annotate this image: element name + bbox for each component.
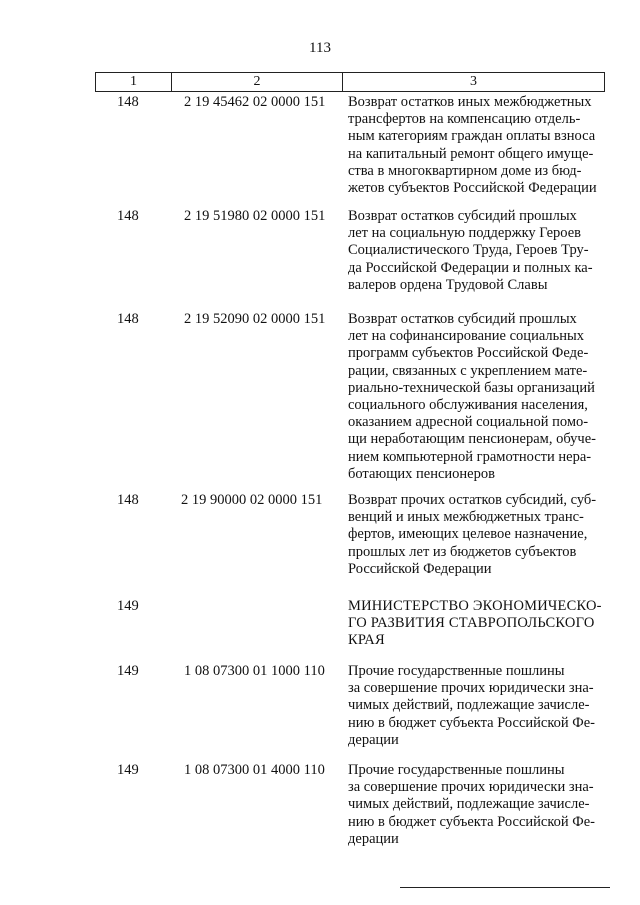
description-line: Российской Федерации	[348, 560, 492, 577]
description-line: ным категориям граждан оплаты взноса	[348, 128, 596, 145]
admin-code: 149	[117, 663, 139, 679]
description-line: дерации	[348, 830, 399, 847]
description-line: Социалистического Труда, Героев Тру-	[348, 242, 589, 259]
description-line: ботающих пенсионеров	[348, 465, 495, 482]
income-description	[348, 311, 613, 483]
description-line: МИНИСТЕРСТВО ЭКОНОМИЧЕСКО-	[348, 598, 602, 614]
description-line: фертов, имеющих целевое назначение,	[348, 526, 588, 543]
description-line: нием компьютерной грамотности нера-	[348, 448, 592, 465]
description-line: риально-технической базы организаций	[348, 379, 595, 396]
income-description	[348, 94, 613, 197]
description-line: дерации	[348, 731, 399, 748]
description-line: ства в многоквартирном доме из бюд-	[348, 162, 582, 179]
description-line: рации, связанных с укреплением мате-	[348, 362, 588, 379]
admin-code: 148	[117, 311, 139, 327]
description-line: Прочие государственные пошлины	[348, 762, 565, 778]
description-line: оказанием адресной социальной помо-	[348, 414, 589, 431]
description-line: Возврат остатков субсидий прошлых	[348, 208, 577, 224]
description-line: лет на софинансирование социальных	[348, 328, 584, 345]
description-line: чимых действий, подлежащие зачисле-	[348, 796, 590, 813]
description-line: жетов субъектов Российской Федерации	[348, 180, 597, 197]
description-line: валеров ордена Трудовой Славы	[348, 276, 548, 293]
income-description	[348, 762, 613, 848]
budget-classification-code: 1 08 07300 01 4000 110	[184, 762, 325, 778]
description-line: Возврат остатков иных межбюджетных	[348, 94, 592, 110]
budget-classification-code: 1 08 07300 01 1000 110	[184, 663, 325, 679]
description-line: да Российской Федерации и полных ка-	[348, 259, 593, 276]
description-line: нию в бюджет субъекта Российской Фе-	[348, 714, 596, 731]
description-line: Прочие государственные пошлины	[348, 663, 565, 679]
description-line: трансфертов на компенсацию отдель-	[348, 111, 581, 128]
description-line: за совершение прочих юридически зна-	[348, 779, 594, 796]
description-line: нию в бюджет субъекта Российской Фе-	[348, 813, 596, 830]
description-line: на капитальный ремонт общего имуще-	[348, 145, 594, 162]
description-line: венций и иных межбюджетных транс-	[348, 509, 584, 526]
description-line: ГО РАЗВИТИЯ СТАВРОПОЛЬСКОГО	[348, 615, 595, 632]
budget-classification-code: 2 19 51980 02 0000 151	[184, 208, 326, 224]
header-col-1: 1	[96, 73, 172, 91]
description-line: программ субъектов Российской Феде-	[348, 345, 589, 362]
ministry-heading	[348, 598, 613, 650]
budget-classification-code: 2 19 90000 02 0000 151	[181, 492, 323, 508]
description-line: прошлых лет из бюджетов субъектов	[348, 543, 577, 560]
description-line: КРАЯ	[348, 632, 385, 649]
description-line: чимых действий, подлежащие зачисле-	[348, 697, 590, 714]
footer-divider	[400, 887, 610, 888]
income-description	[348, 663, 613, 749]
description-line: за совершение прочих юридически зна-	[348, 680, 594, 697]
admin-code: 149	[117, 598, 139, 614]
description-line: лет на социальную поддержку Героев	[348, 225, 581, 242]
table-header-row	[95, 72, 605, 92]
description-line: социального обслуживания населения,	[348, 397, 588, 414]
income-description	[348, 208, 613, 294]
description-line: Возврат прочих остатков субсидий, суб-	[348, 492, 597, 508]
description-line: Возврат остатков субсидий прошлых	[348, 311, 577, 327]
admin-code: 148	[117, 208, 139, 224]
income-description	[348, 492, 613, 578]
description-line: щи неработающим пенсионерам, обуче-	[348, 431, 596, 448]
header-col-2: 2	[172, 73, 343, 91]
page-number: 113	[309, 40, 331, 56]
admin-code: 148	[117, 492, 139, 508]
admin-code: 149	[117, 762, 139, 778]
budget-classification-code: 2 19 45462 02 0000 151	[184, 94, 326, 110]
header-col-3: 3	[470, 74, 477, 89]
admin-code: 148	[117, 94, 139, 110]
budget-classification-code: 2 19 52090 02 0000 151	[184, 311, 326, 327]
